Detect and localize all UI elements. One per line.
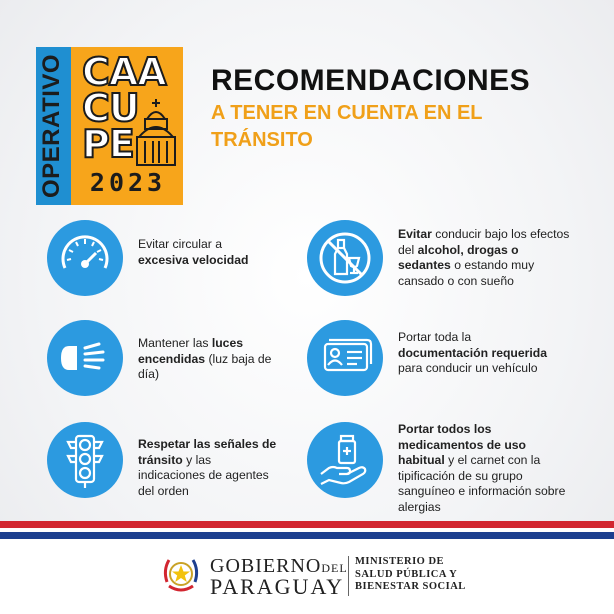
item-signals-text: Respetar las señales de tránsito y las indicaciones de agentes del orden xyxy=(138,437,277,498)
medicine-hand-icon xyxy=(307,422,383,498)
page-title: RECOMENDACIONES xyxy=(211,64,531,97)
headlight-icon xyxy=(47,320,123,396)
flag-stripe-blue xyxy=(0,532,614,539)
item-documents-text: Portar toda la documentación requerida para conducir un vehículo xyxy=(398,330,547,375)
logo-line2: CU xyxy=(82,86,139,130)
gov-line2: PARAGUAY xyxy=(210,574,345,599)
paraguay-seal-icon xyxy=(159,552,203,596)
basilica-icon xyxy=(133,97,179,169)
caacupe-logo xyxy=(36,47,183,205)
logo-year: 2023 xyxy=(89,168,167,197)
item-speed-text: Evitar circular a excesiva velocidad xyxy=(138,237,249,267)
id-card-icon xyxy=(307,320,383,396)
page-subtitle: A TENER EN CUENTA EN EL TRÁNSITO xyxy=(211,102,483,151)
logo-vertical-text: OPERATIVO xyxy=(38,53,65,199)
no-alcohol-icon xyxy=(307,220,383,296)
ministry-name: MINISTERIO DE SALUD PÚBLICA Y BIENESTAR SOCIAL xyxy=(355,556,466,592)
item-lights-text: Mantener las luces encendidas (luz baja de día) xyxy=(138,336,272,381)
speedometer-icon xyxy=(47,220,123,296)
item-alcohol-text: Evitar conducir bajo los efectos del alcohol, drogas o sedantes o estando muy cansado o con sueño xyxy=(398,227,570,288)
traffic-light-icon xyxy=(47,422,123,498)
logo-line3: PE xyxy=(82,122,134,166)
gov-line1: GOBIERNODEL xyxy=(210,555,348,577)
flag-stripe-red xyxy=(0,521,614,528)
item-medicine-text: Portar todos los medicamentos de uso habitual y el carnet con la tipificación de su grupo sanguíneo e información sobre alergias xyxy=(398,422,566,514)
footer-divider xyxy=(348,556,349,596)
logo-line1: CAA xyxy=(82,50,166,94)
